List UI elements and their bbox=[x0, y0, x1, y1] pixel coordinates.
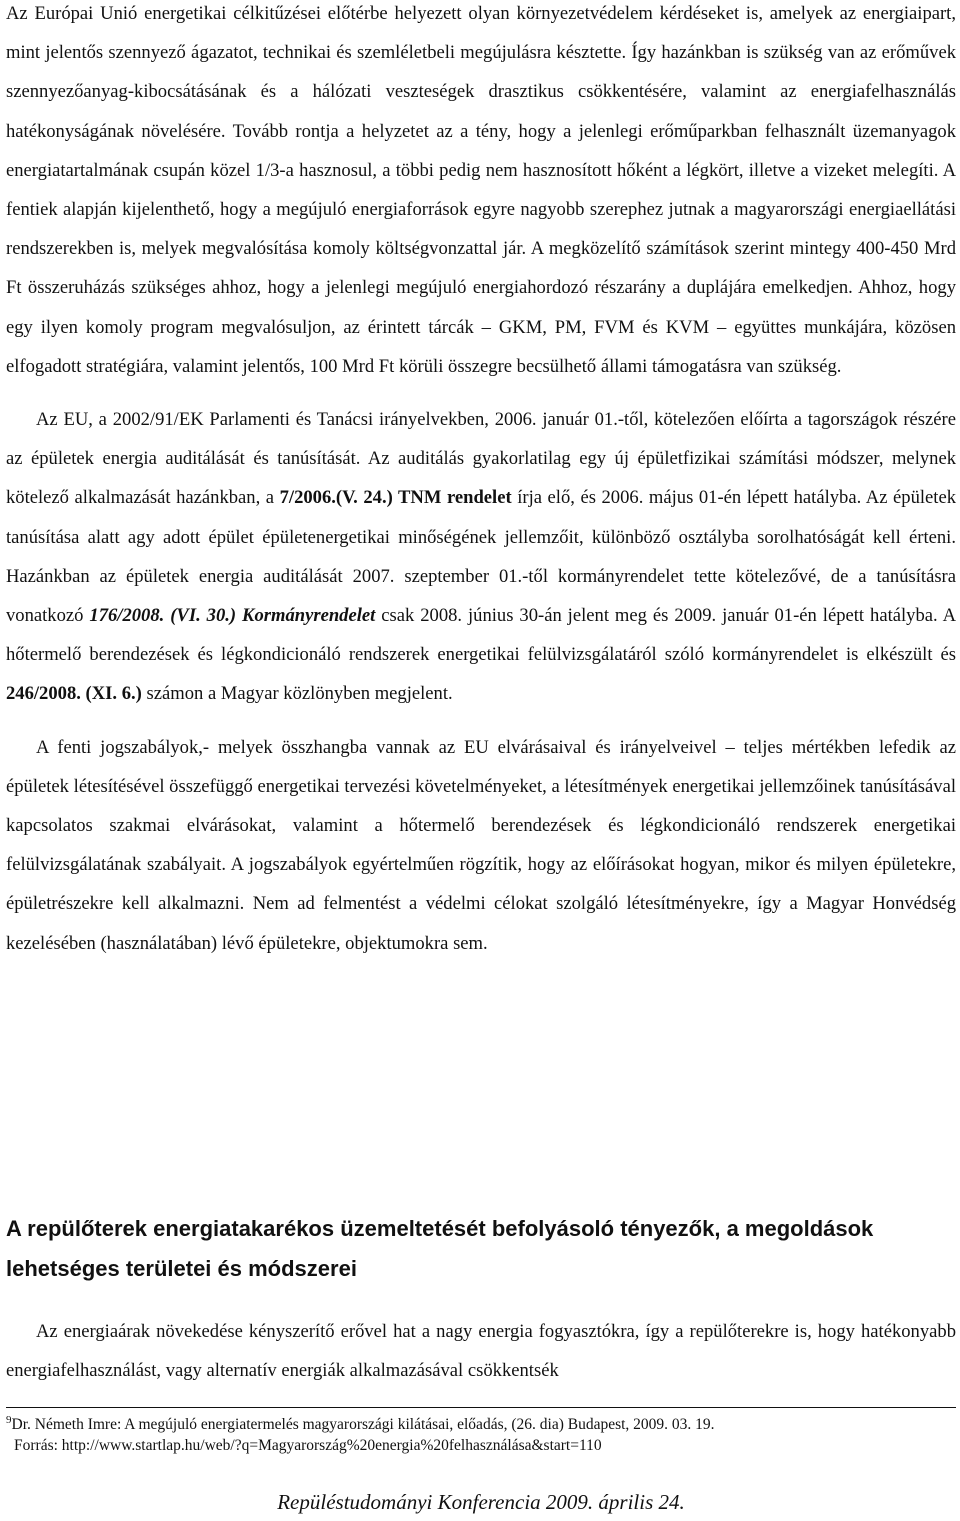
paragraph-text: csak 2008. június 30-án jelent meg és 2009. január 01-én lépett hatályba. A hőtermelő berendezések és légkondicionáló rendszerek energetikai felülvizsgálatáról szóló kormányrendelet is elkészült és bbox=[6, 605, 956, 666]
footnote-line bbox=[6, 1414, 956, 1435]
paragraph-text: Az EU, a 2002/91/EK Parlamenti és Tanácsi irányelvekben, 2006. január 01.-től, kötelezően előírta a tagországok részére az épületek energia auditálását és tanúsítását. Az auditálás gyakorlatilag egy új épületfizikai számítási módszer, melynek kötelező alkalmazását hazánkban, a bbox=[6, 409, 956, 509]
footnote-source: Forrás: http://www.startlap.hu/web/?q=Magyarország%20energia%20felhasználása&start=110 bbox=[14, 1437, 602, 1454]
tnm-regulation-reference: 7/2006.(V. 24.) TNM rendelet bbox=[279, 487, 512, 509]
footnote-citation: Dr. Németh Imre: A megújuló energiatermelés magyarországi kilátásai, előadás, (26. dia) Budapest, 2009. 03. 19. bbox=[11, 1416, 715, 1433]
paragraph-regulations-coverage bbox=[6, 728, 956, 963]
document-page bbox=[6, 0, 957, 1514]
paragraph-text: írja elő, és 2006. május 01-én lépett hatályba. Az épületek tanúsítása alatt agy adott épület épületenergetikai minőségének jellemzőit, különböző osztályba sorolhatóságát kell érteni. Hazánkban az épületek energia auditálását 2007. szeptember 01.-től kormányrendelet tette kötelezővé, de a tanúsításra vonatkozó bbox=[6, 487, 957, 627]
section-heading: A repülőterek energiatakarékos üzemeltetését befolyásoló tényezők, a megoldások lehetséges területei és módszerei bbox=[6, 1216, 874, 1281]
decree-number-reference: 246/2008. (XI. 6.) bbox=[6, 683, 142, 705]
page-footer: Repüléstudományi Konferencia 2009. április 24. bbox=[277, 1490, 685, 1514]
footnote-separator bbox=[6, 1407, 956, 1408]
paragraph-text: A fenti jogszabályok,- melyek összhangba vannak az EU elvárásaival és irányelveivel – teljes mértékben lefedik az épületek létesítésével összefüggő energetikai tervezési követelményeket, a létesítmények energetikai jellemzőinek tanúsításával kapcsolatos szakmai elvárásokat, valamint a hőtermelő berendezések és légkondicionáló rendszerek energetikai felülvizsgálatának szabályait. A jogszabályok egyértelműen rögzítik, hogy az előírásokat hogyan, mikor és milyen épületekre, épületrészekre kell alkalmazni. Nem ad felmentést a védelmi célokat szolgáló létesítményekre, így a Magyar Honvédség kezelésében (használatában) lévő épületekre, objektumokra sem. bbox=[6, 736, 956, 954]
paragraph-text: számon a Magyar közlönyben megjelent. bbox=[141, 683, 453, 705]
paragraph-text: Az energiaárak növekedése kényszerítő erővel hat a nagy energia fogyasztókra, így a repülőterekre is, hogy hatékonyabb energiafelhasználást, vagy alternatív energiák alkalmazásával csökkentsék bbox=[6, 1321, 956, 1382]
paragraph-energy-prices bbox=[6, 1312, 956, 1390]
paragraph-eu-directive bbox=[6, 400, 956, 714]
section-body bbox=[6, 1312, 956, 1390]
paragraph-eu-energy-goals bbox=[6, 0, 956, 386]
footnote-line bbox=[6, 1435, 956, 1456]
paragraph-text: Az Európai Unió energetikai célkitűzései előtérbe helyezett olyan környezetvédelem kérdéseket is, amelyek az energiaipart, mint jelentős szennyező ágazatot, technikai és szemléletbeli megújulásra késztette. Így hazánkban is szükség van az erőművek szennyezőanyag-kibocsátásának és a hálózati veszteségek drasztikus csökkentésére, valamint az energiafelhasználás hatékonyságának növelésére. Tovább rontja a helyzetet az a tény, hogy a jelenlegi erőműparkban felhasznált üzemanyagok energiatartalmának csupán közel 1/3-a hasznosul, a többi pedig nem hasznosított hőként a légkört, illetve a vizeket melegíti. A fentiek alapján kijelenthető, hogy a megújuló energiaforrások egyre nagyobb szerephez jutnak a magyarországi energiaellátási rendszerekben is, melyek megvalósítása komoly költségvonzattal jár. A megközelítő számítások szerint mintegy 400-450 Mrd Ft összeruházás szükséges ahhoz, hogy a jelenlegi megújuló energiahordozó részarány a duplájára emelkedjen. Ahhoz, hogy egy ilyen komoly program megvalósuljon, az érintett tárcák – GKM, PM, FVM és KVM – együttes munkájára, közösen elfogadott stratégiára, valamint jelentős, 100 Mrd Ft körüli összegre becsülhető állami támogatásra van szükség. bbox=[6, 3, 956, 377]
government-decree-reference: 176/2008. (VI. 30.) Kormányrendelet bbox=[89, 605, 376, 627]
footnote-number: 9 bbox=[6, 1413, 12, 1426]
footnote-area bbox=[6, 1414, 956, 1456]
